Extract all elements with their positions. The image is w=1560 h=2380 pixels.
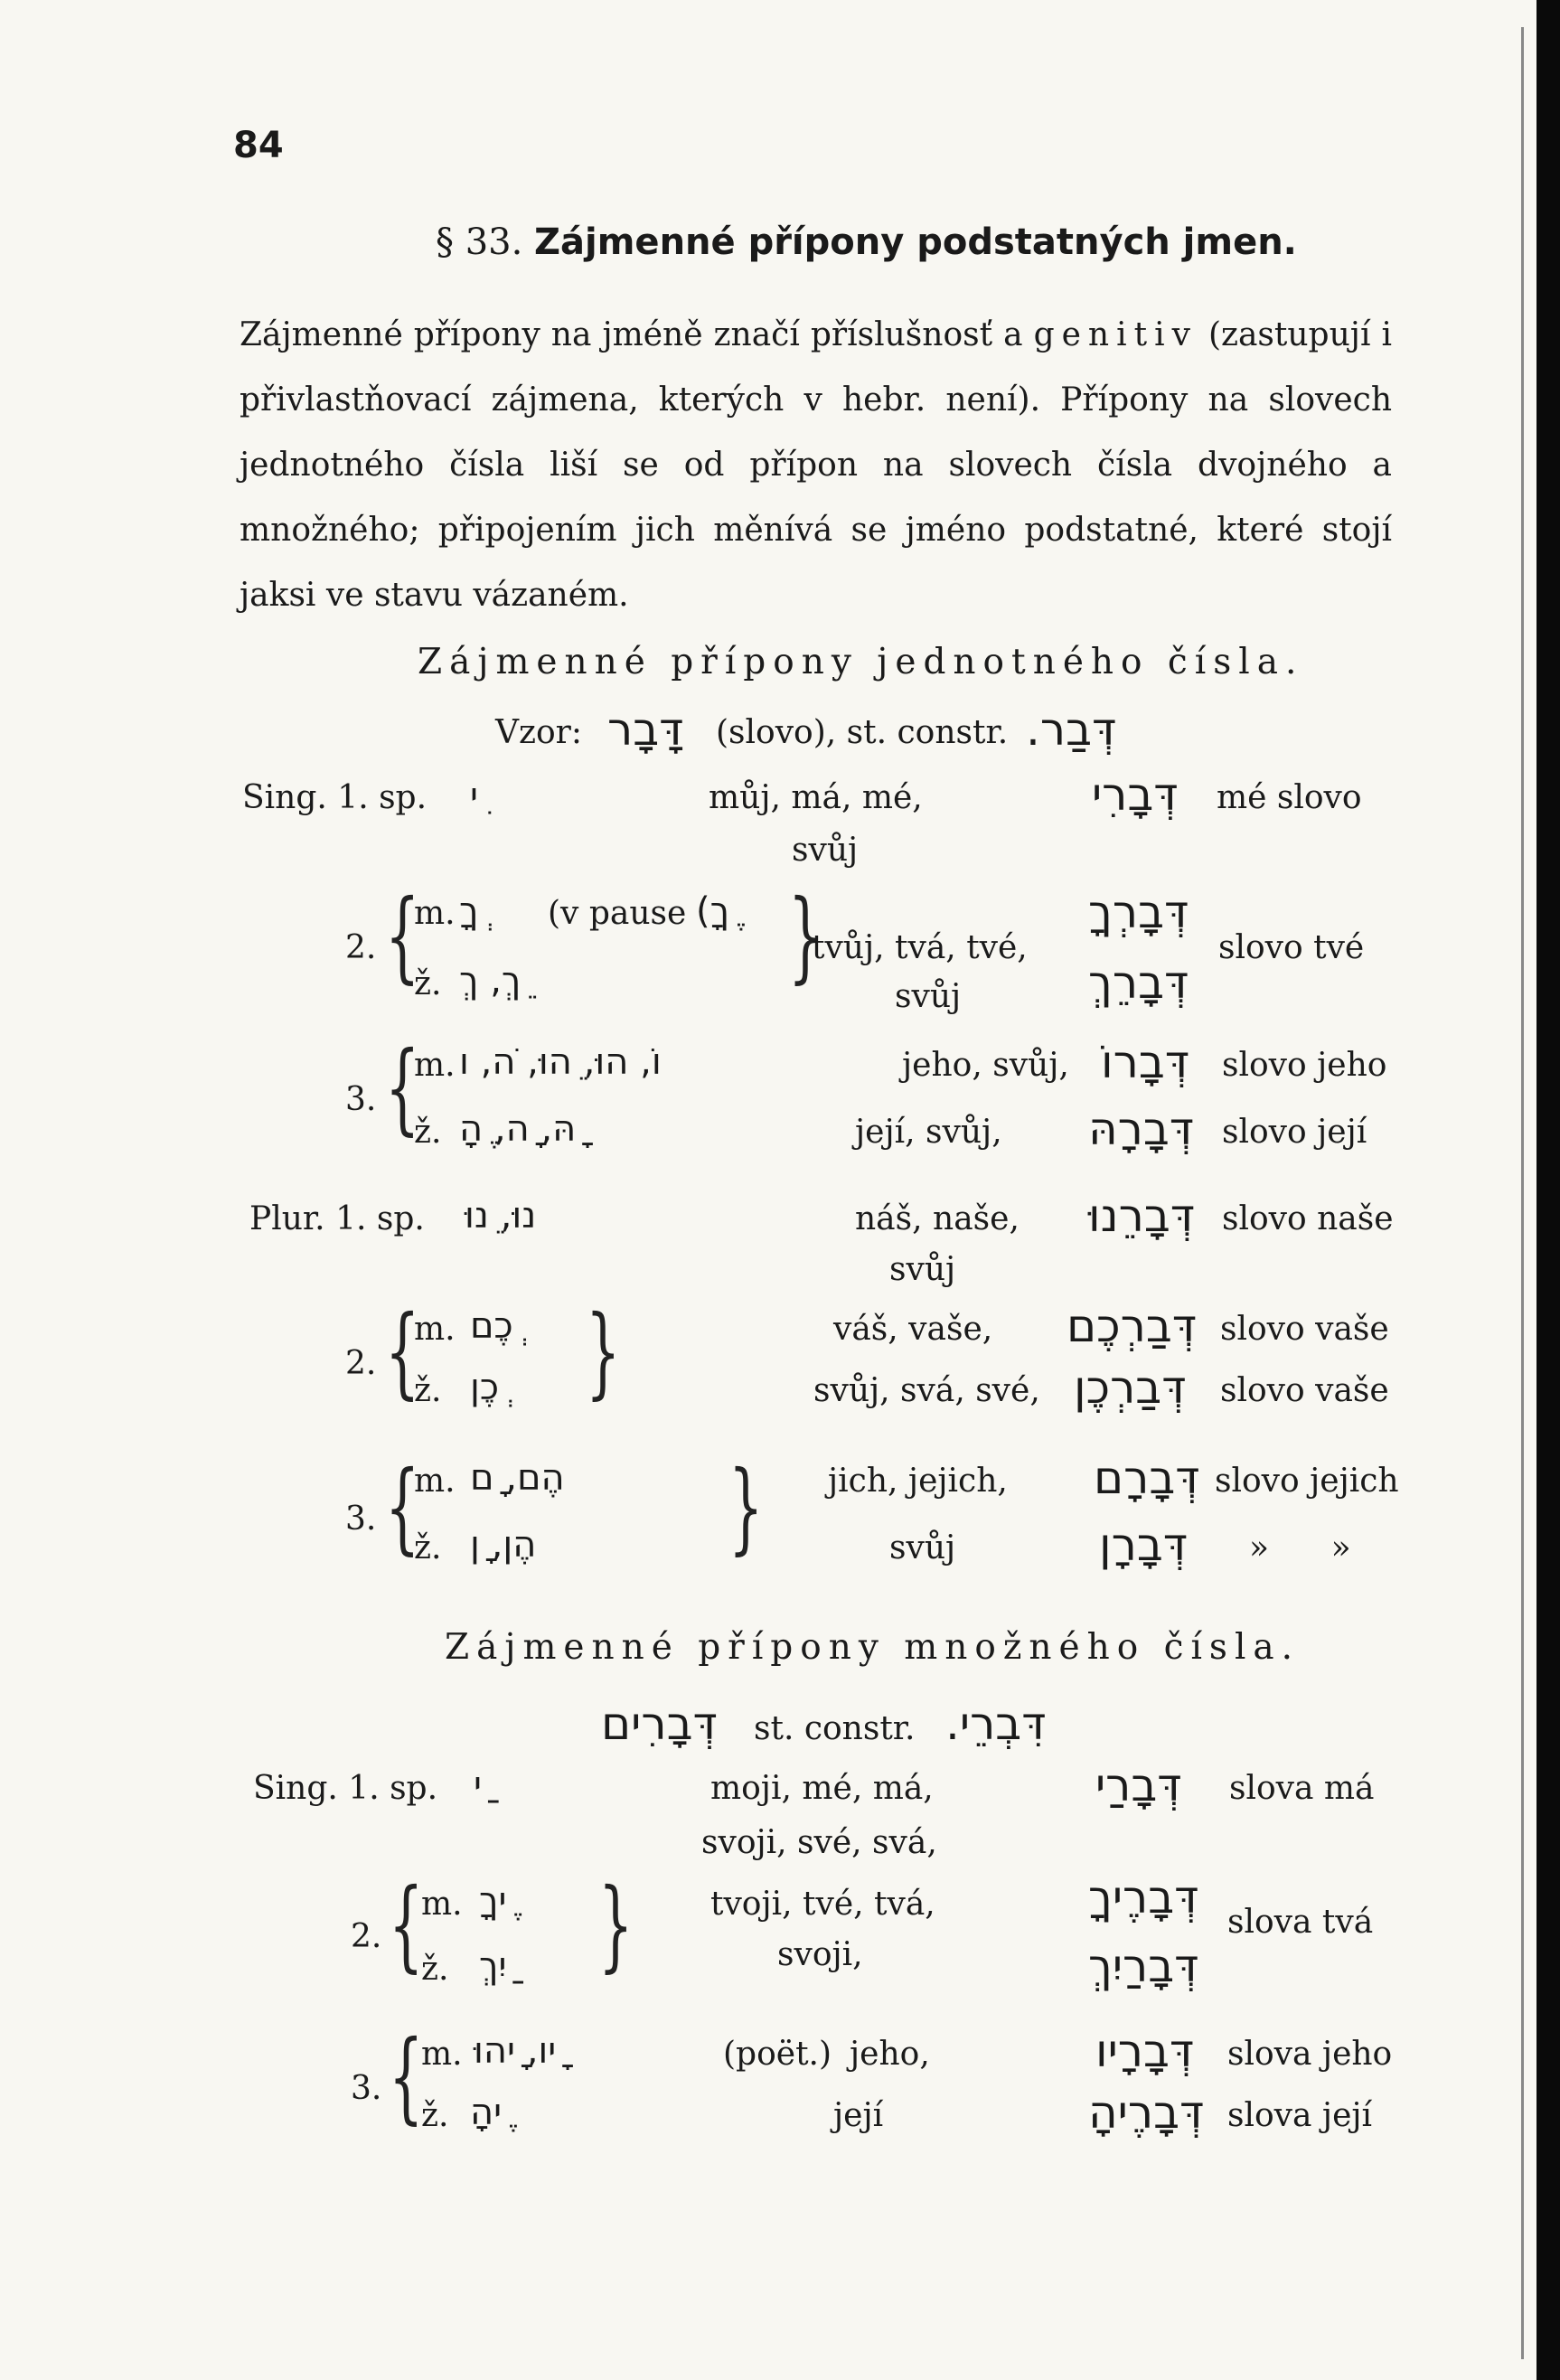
plural-constr-label: st. constr. — [754, 1710, 916, 1747]
plural-subheading: Zájmenné přípony množného čísla. — [445, 1627, 1301, 1668]
pl-s3-z-label: ž. — [421, 2097, 449, 2134]
pl-s3-word-m: דְּבָרָיו — [1095, 2025, 1195, 2077]
sg-s3-m-label: m. — [414, 1047, 456, 1084]
plural-constr: דִּבְרֵי. — [945, 1698, 1047, 1750]
sg-p3-meaning-m: jich, jejich, — [828, 1463, 1008, 1500]
sg-s3-brace: { — [385, 1030, 420, 1145]
sg-s2-gloss: slovo tvé — [1218, 929, 1365, 966]
pl-s3-word-z: דְּבָרֶיהָ — [1088, 2086, 1205, 2139]
intro-genitiv: genitiv — [1033, 316, 1198, 353]
pl-s3-poet: (poët.) — [723, 2036, 832, 2073]
sg-p2-meaning-m: váš, vaše, — [833, 1311, 993, 1348]
pl-s2-brace-left: { — [389, 1867, 424, 1982]
sg-s1-suffix: ִי — [470, 776, 478, 817]
sg-s2-meaning2: svůj — [895, 978, 962, 1015]
page-number: 84 — [233, 125, 284, 166]
intro-paragraph — [240, 303, 1392, 628]
sg-p2-word-m: דְּבַרְכֶם — [1067, 1300, 1198, 1352]
sg-p3-z-suffix: הֶן, ָן — [470, 1524, 537, 1566]
pl-s3-m-suffix: ָיו, ָיהוּ — [474, 2030, 557, 2072]
vzor-word: דָּבָר — [607, 703, 684, 756]
sg-p3-num: 3. — [345, 1500, 377, 1538]
sg-s3-word-m: דְּבָרוֹ — [1101, 1036, 1190, 1088]
sg-p2-m-suffix: ְכֶם — [470, 1305, 513, 1347]
pl-s3-meaning-z: její — [833, 2097, 884, 2134]
sg-p2-z-label: ž. — [414, 1372, 442, 1409]
sg-s3-meaning-m: jeho, svůj, — [902, 1047, 1069, 1084]
sg-s1-gloss: mé slovo — [1217, 779, 1362, 816]
section-heading — [436, 221, 1297, 263]
pl-s2-m-suffix: ֶיךָ — [479, 1880, 507, 1922]
pl-s1-meaning2: svoji, své, svá, — [701, 1824, 937, 1861]
pl-s2-word-m: דְּבָרֶיךָ — [1088, 1871, 1199, 1924]
sg-p2-brace-right: } — [586, 1293, 621, 1409]
sg-p3-m-suffix: הֶם, ָם — [470, 1457, 565, 1499]
plural-word: דְּבָרִים — [601, 1698, 718, 1750]
pl-s1-word: דְּבָרַי — [1095, 1759, 1182, 1811]
sg-p2-m-label: m. — [414, 1311, 456, 1348]
sg-s1-label: Sing. 1. sp. — [242, 779, 428, 816]
section-title: Zájmenné přípony podstatných jmen. — [534, 221, 1297, 263]
pl-s3-meaning-m: jeho, — [850, 2036, 930, 2073]
sg-p2-word-z: דְּבַרְכֶן — [1074, 1361, 1187, 1414]
sg-p2-z-suffix: ְכֶן — [470, 1367, 500, 1408]
sg-p2-meaning-z: svůj, svá, své, — [813, 1372, 1040, 1409]
sg-p1-suffix: נוּ, ֵנוּ — [465, 1195, 537, 1237]
sg-p2-gloss-m: slovo vaše — [1220, 1311, 1389, 1348]
sg-s2-z-label: ž. — [414, 965, 442, 1002]
sg-s2-brace-right: } — [788, 878, 823, 993]
pl-s3-m-label: m. — [421, 2036, 463, 2073]
sg-s2-z-suffix: ֵךְ, ךְ — [459, 960, 522, 1002]
sg-s1-word: דְּבָרִי — [1092, 768, 1179, 821]
pl-s2-num: 2. — [351, 1918, 382, 1955]
sg-s3-m-suffix: וֹ, הוּ, ֵהוּ, ֹה, ו — [459, 1041, 662, 1083]
pl-s3-gloss-z: slova její — [1227, 2097, 1373, 2134]
sg-s3-gloss-z: slovo její — [1222, 1114, 1367, 1151]
sg-s1-meaning: můj, má, mé, — [709, 779, 923, 816]
sg-s2-m-label: m. — [414, 895, 456, 932]
sg-p1-label: Plur. 1. sp. — [249, 1200, 425, 1237]
pl-s2-meaning2: svoji, — [777, 1936, 863, 1973]
sg-s3-word-z: דְּבָרָהּ — [1088, 1103, 1195, 1155]
sg-s3-z-label: ž. — [414, 1114, 442, 1151]
sg-p1-word: דְּבָרֵנוּ — [1088, 1190, 1196, 1242]
pl-s1-gloss: slova má — [1229, 1770, 1375, 1807]
pl-s3-gloss-m: slova jeho — [1227, 2036, 1393, 2073]
pl-s2-z-label: ž. — [421, 1951, 449, 1988]
pl-s2-m-label: m. — [421, 1886, 463, 1923]
intro-text-2: (zastupují i přivlastňovací zájmena, kterých v hebr. není). Přípony na slovech jednotného čísla liší se od přípon na slovech čísla dvojného a množného; připojením jich měnívá se jméno podstatné, které stojí jaksi ve stavu vázaném. — [240, 316, 1392, 614]
sg-s2-brace-left: { — [385, 878, 420, 993]
sg-s3-num: 3. — [345, 1081, 377, 1118]
sg-p3-word-m: דְּבָרָם — [1094, 1452, 1200, 1504]
pl-s3-brace: { — [389, 2018, 424, 2134]
page-spine-edge — [1537, 0, 1560, 2380]
sg-s2-pause: (v pause — [548, 895, 687, 932]
sg-p3-word-z: דְּבָרָן — [1099, 1519, 1189, 1571]
pl-s1-meaning: moji, mé, má, — [710, 1770, 934, 1807]
sg-s3-gloss-m: slovo jeho — [1222, 1047, 1387, 1084]
sg-p2-gloss-z: slovo vaše — [1220, 1372, 1389, 1409]
sg-p3-gloss-m: slovo jejich — [1215, 1463, 1399, 1500]
pl-s2-meaning: tvoji, tvé, tvá, — [710, 1886, 935, 1923]
sg-p3-meaning-z: svůj — [889, 1529, 956, 1566]
pl-s1-label: Sing. 1. sp. — [253, 1770, 438, 1807]
intro-text-1: Zájmenné přípony na jméně značí příslušnosť a — [240, 316, 1034, 353]
sg-s3-meaning-z: její, svůj, — [855, 1114, 1002, 1151]
pl-s1-suffix: ַי — [474, 1764, 482, 1806]
sg-s2-pause-suffix: ֶךָ) — [696, 890, 730, 932]
section-number: § 33. — [436, 221, 523, 263]
pl-s3-z-suffix: ֶיהָ — [470, 2092, 503, 2133]
sg-s2-meaning: tvůj, tvá, tvé, — [812, 929, 1028, 966]
vzor-gloss: (slovo), st. constr. — [716, 714, 1009, 751]
pl-s2-gloss: slova tvá — [1227, 1904, 1374, 1941]
sg-s2-word-m: דְּבָרְךָ — [1088, 886, 1189, 938]
sg-p2-num: 2. — [345, 1345, 377, 1382]
sg-p3-z-label: ž. — [414, 1529, 442, 1566]
sg-p3-brace-right: } — [728, 1449, 764, 1565]
sg-s1-meaning2: svůj — [792, 832, 859, 869]
vzor-label: Vzor: — [495, 714, 582, 751]
singular-subheading: Zájmenné přípony jednotného čísla. — [418, 642, 1304, 682]
sg-p1-meaning2: svůj — [889, 1251, 956, 1288]
vzor-constr: דְּבַר. — [1026, 703, 1117, 756]
sg-p2-brace-left: { — [385, 1293, 420, 1409]
sg-s2-num: 2. — [345, 929, 377, 966]
sg-s3-z-suffix: ָהּ, ָה, ֶהָ — [459, 1108, 577, 1150]
pl-s2-brace-right: } — [598, 1867, 634, 1982]
sg-s2-m-suffix: ְךָ — [459, 890, 479, 932]
sg-p1-gloss: slovo naše — [1222, 1200, 1394, 1237]
pl-s3-num: 3. — [351, 2070, 382, 2107]
sg-s2-word-z: דְּבָרֵךְ — [1088, 956, 1189, 1009]
pl-s2-word-z: דְּבָרַיִךְ — [1088, 1940, 1199, 1992]
sg-p3-gloss-z: » » — [1249, 1529, 1351, 1566]
pl-s2-z-suffix: ַיִךְ — [479, 1945, 507, 1987]
page-edge-line — [1521, 27, 1524, 2359]
sg-p3-brace-left: { — [385, 1449, 420, 1565]
sg-p1-meaning: náš, naše, — [855, 1200, 1020, 1237]
sg-p3-m-label: m. — [414, 1463, 456, 1500]
